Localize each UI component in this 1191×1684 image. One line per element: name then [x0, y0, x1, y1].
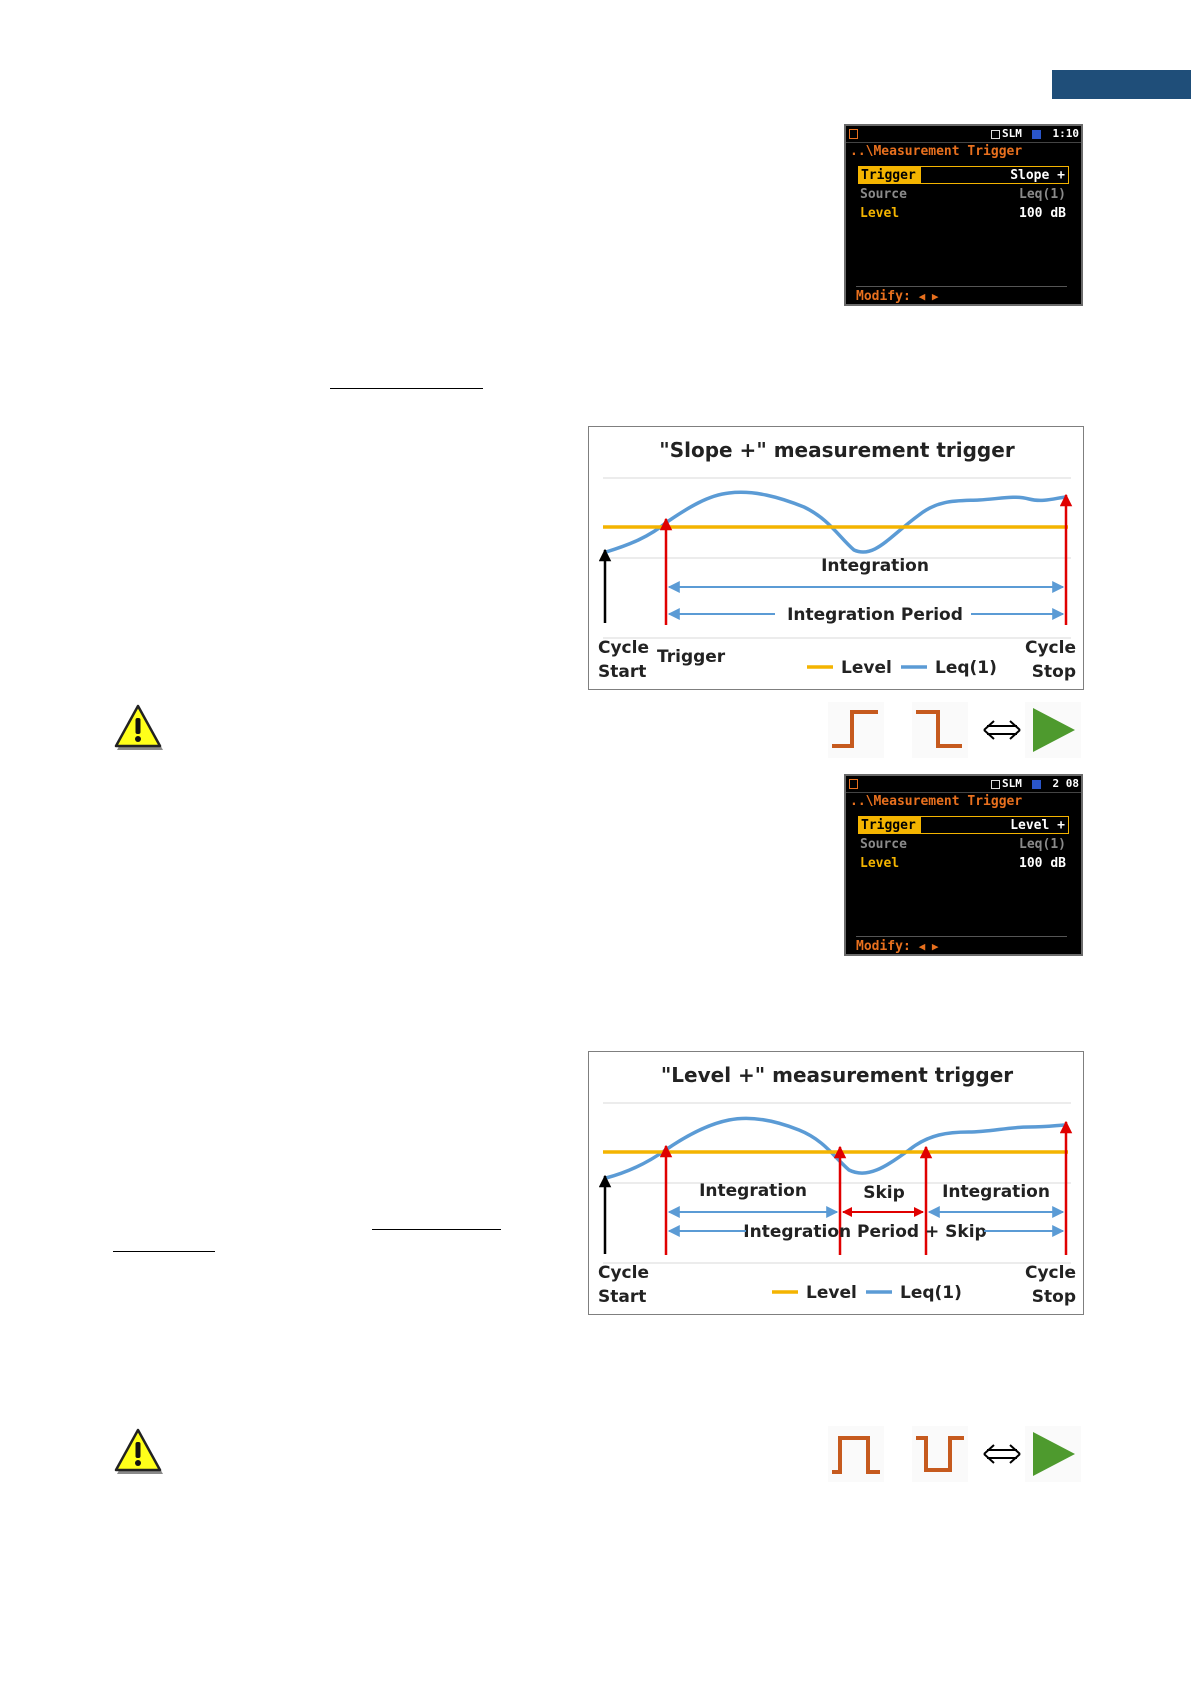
source-value: Leq(1)	[1019, 837, 1066, 852]
menu-path: ..\Measurement Trigger	[850, 144, 1023, 159]
cycle-stop-label-2: Stop	[1031, 662, 1076, 682]
chart-slope-trigger	[588, 426, 1084, 690]
time-label: 1:10	[1052, 127, 1079, 140]
slope-down-icon	[912, 702, 968, 758]
level-value: 100 dB	[1019, 856, 1066, 871]
integration-period-label: Integration Period	[787, 605, 963, 625]
trigger-label: Trigger	[657, 647, 726, 667]
cycle-start-label: Cycle	[598, 638, 649, 658]
trigger-value: Level +	[1010, 818, 1065, 833]
trigger-row[interactable]	[858, 166, 1069, 184]
pulse-up-icon	[828, 1426, 884, 1482]
level-row[interactable]	[858, 205, 1069, 223]
status-bar	[846, 776, 1081, 793]
device-screen-level	[844, 774, 1083, 956]
cycle-stop-label-2: Stop	[1031, 1287, 1076, 1307]
leq-curve	[606, 1118, 1067, 1178]
cycle-stop-label: Cycle	[1025, 638, 1076, 658]
menu-path: ..\Measurement Trigger	[850, 794, 1023, 809]
double-arrow-icon	[982, 1436, 1022, 1472]
link-underline	[113, 1251, 215, 1252]
cycle-stop-label: Cycle	[1025, 1263, 1076, 1283]
disk-icon	[1032, 130, 1041, 139]
trigger-value: Slope +	[1010, 168, 1065, 183]
status-bar	[846, 126, 1081, 143]
integration-label: Integration	[821, 556, 929, 576]
mode-indicator-icon	[991, 780, 1000, 789]
integration-period-skip-label: Integration Period + Skip	[743, 1222, 987, 1242]
modify-footer	[856, 936, 1067, 954]
modify-label: Modify:	[856, 939, 911, 954]
left-right-arrows-icon: ◀ ▶	[918, 290, 939, 303]
legend-level-label: Level	[841, 658, 892, 678]
start-icon	[1025, 1426, 1081, 1482]
left-right-arrows-icon: ◀ ▶	[918, 940, 939, 953]
pulse-down-icon	[912, 1426, 968, 1482]
chart-title: "Level +" measurement trigger	[660, 1063, 1014, 1087]
mode-label: SLM	[1002, 777, 1022, 790]
level-label: Level	[860, 206, 900, 221]
chart-level-trigger	[588, 1051, 1084, 1315]
modify-label: Modify:	[856, 289, 911, 304]
header-bar	[1052, 70, 1191, 99]
legend-leq-label: Leq(1)	[900, 1283, 962, 1303]
chart-title: "Slope +" measurement trigger	[659, 438, 1015, 462]
device-screen-slope	[844, 124, 1083, 306]
modify-footer	[856, 286, 1067, 304]
source-row[interactable]	[858, 836, 1069, 854]
time-label: 2 08	[1052, 777, 1079, 790]
mode-label: SLM	[1002, 127, 1022, 140]
slope-up-icon	[828, 702, 884, 758]
disk-icon	[1032, 780, 1041, 789]
source-value: Leq(1)	[1019, 187, 1066, 202]
leq-curve	[606, 492, 1067, 552]
trigger-label: Trigger	[861, 168, 916, 183]
link-underline	[330, 388, 483, 389]
warning-icon	[112, 702, 164, 754]
mode-indicator-icon	[991, 130, 1000, 139]
legend-leq-label: Leq(1)	[935, 658, 997, 678]
trigger-label: Trigger	[861, 818, 916, 833]
cycle-start-label-2: Start	[598, 1287, 647, 1307]
start-icon	[1025, 702, 1081, 758]
file-icon	[849, 779, 858, 789]
cycle-start-label-2: Start	[598, 662, 647, 682]
integration-label-1: Integration	[699, 1181, 807, 1201]
level-row[interactable]	[858, 855, 1069, 873]
level-value: 100 dB	[1019, 206, 1066, 221]
warning-icon	[112, 1426, 164, 1478]
level-label: Level	[860, 856, 900, 871]
file-icon	[849, 129, 858, 139]
legend-level-label: Level	[806, 1283, 857, 1303]
integration-label-2: Integration	[942, 1182, 1050, 1202]
trigger-row[interactable]	[858, 816, 1069, 834]
source-label: Source	[860, 837, 907, 852]
source-row[interactable]	[858, 186, 1069, 204]
source-label: Source	[860, 187, 907, 202]
double-arrow-icon	[982, 712, 1022, 748]
skip-label: Skip	[863, 1183, 905, 1203]
link-underline	[372, 1229, 501, 1230]
cycle-start-label: Cycle	[598, 1263, 649, 1283]
